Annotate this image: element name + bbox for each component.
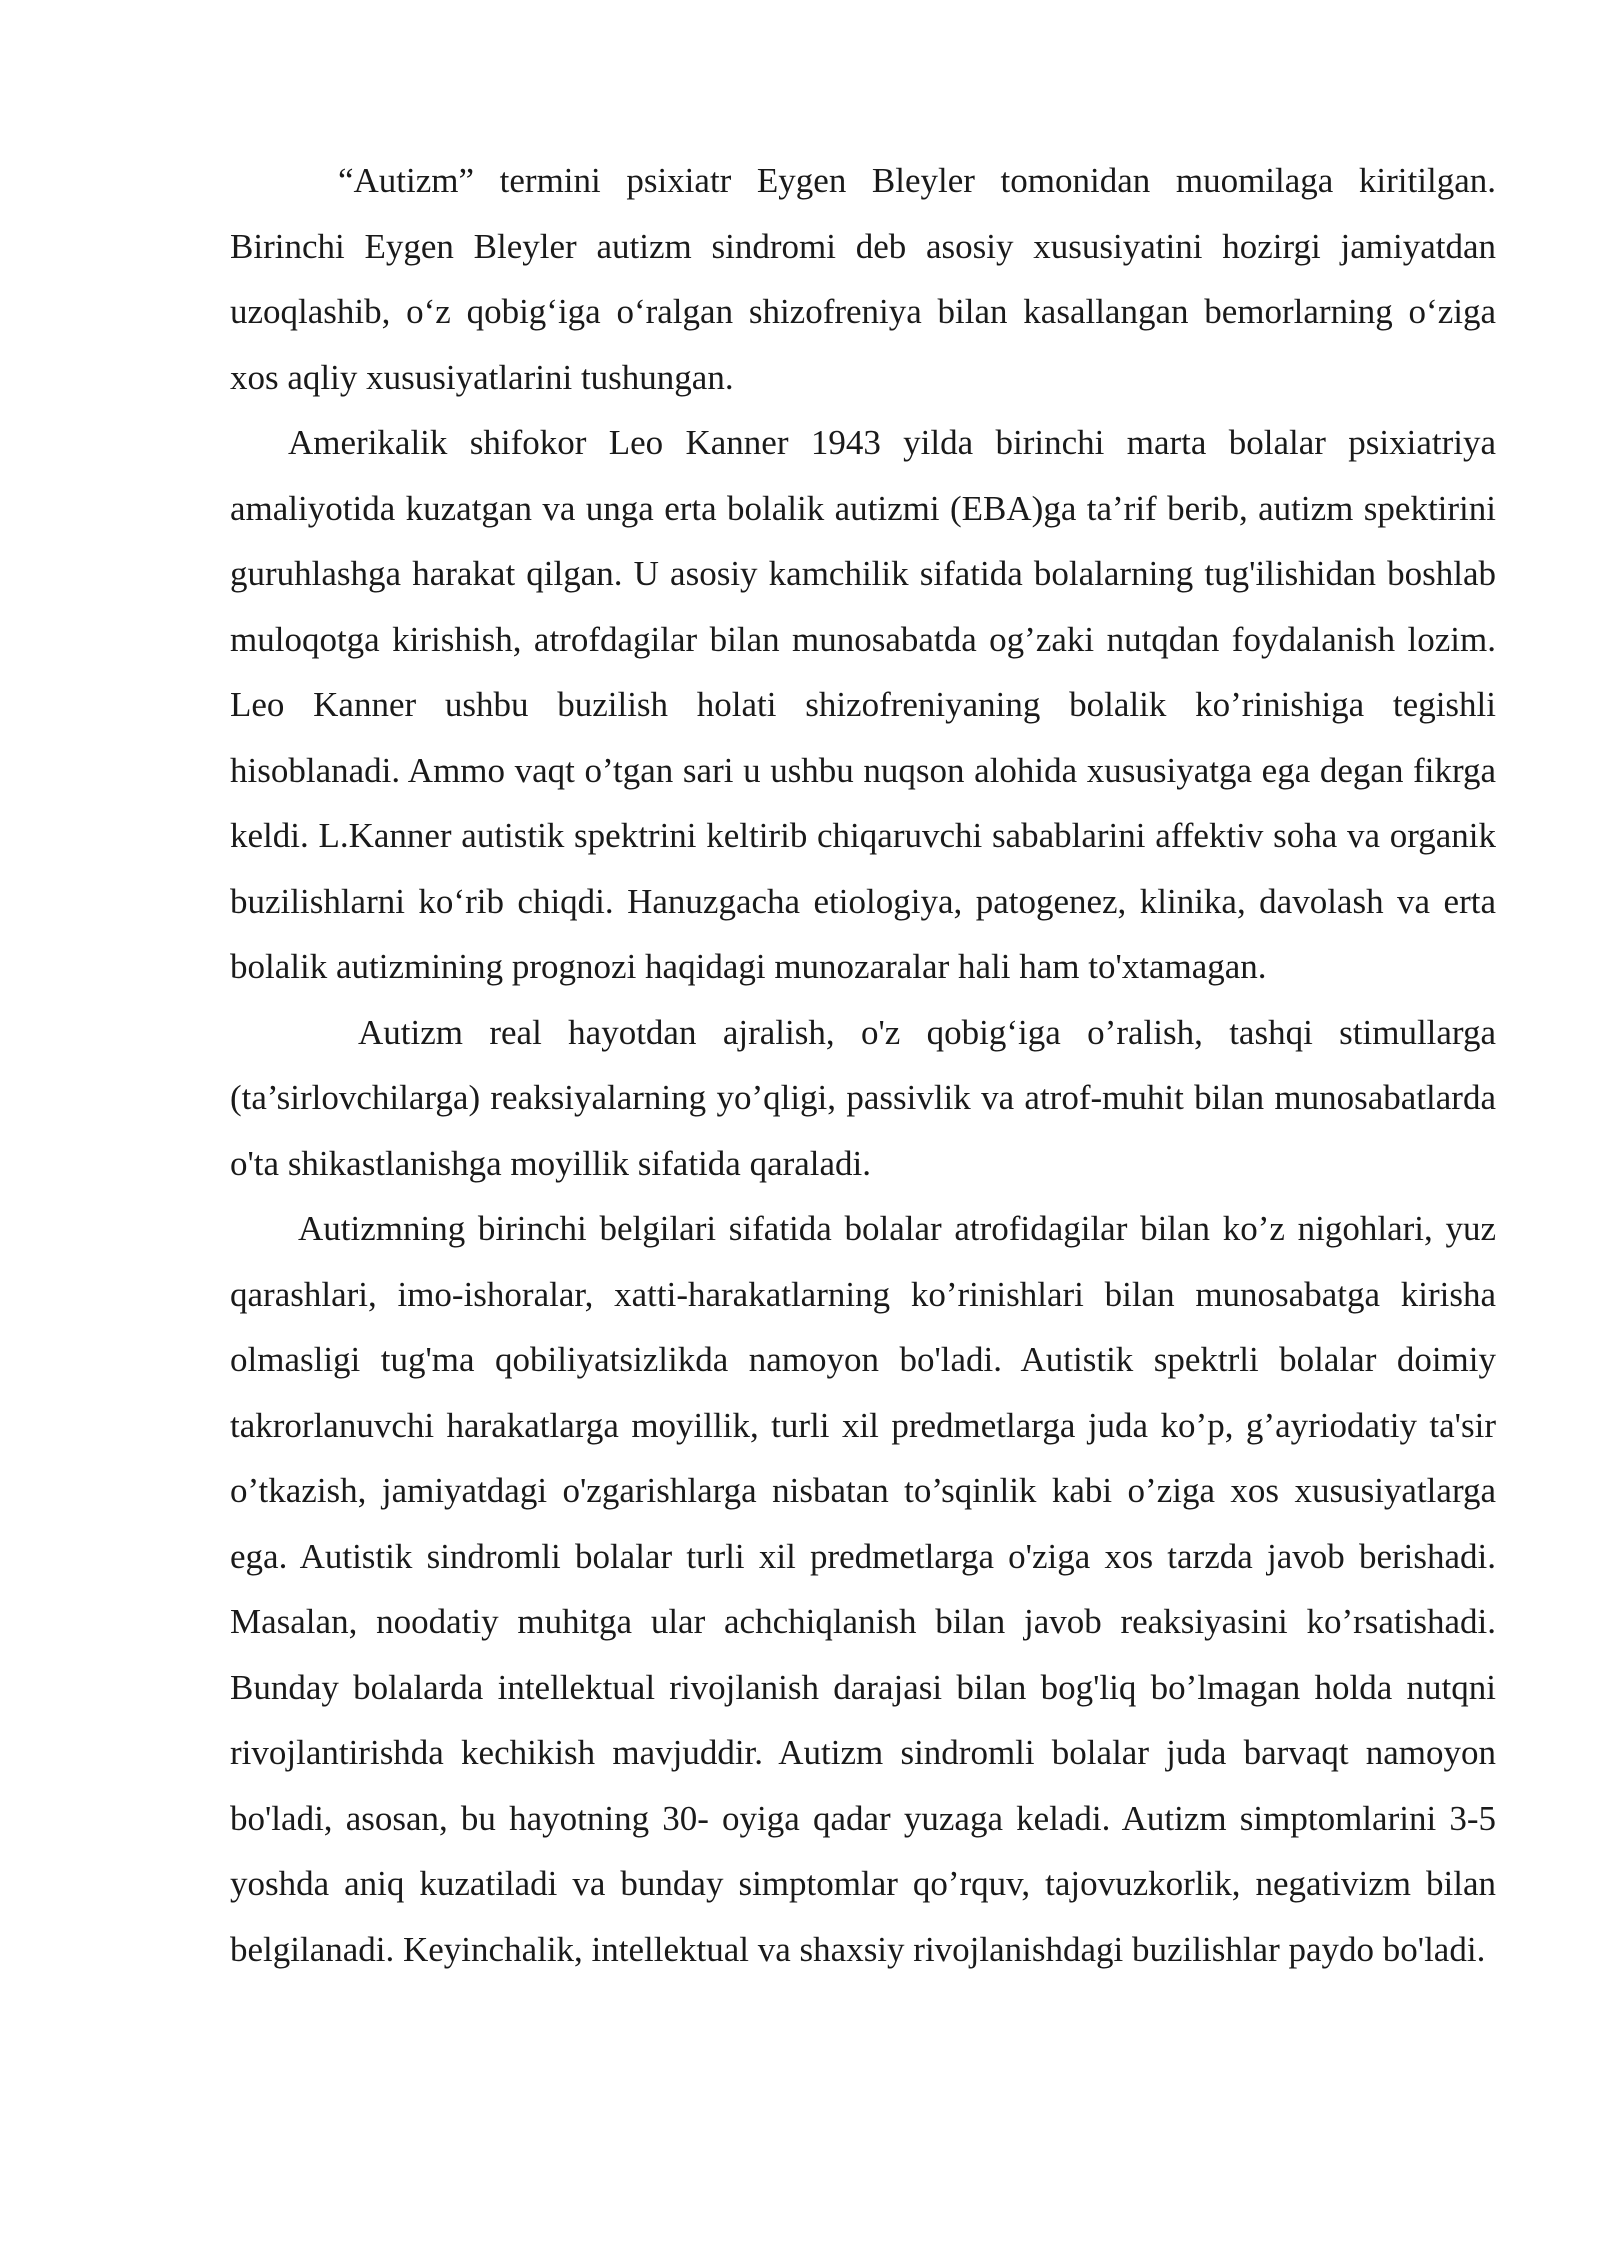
paragraph-leo-kanner: Amerikalik shifokor Leo Kanner 1943 yilda birinchi marta bolalar psixiatriya amaliyotida kuzatgan va unga erta bolalik autizmi (EBA)ga ta’rif berib, autizm spektirini guruhlashga harakat qilgan. U asosiy kamchilik sifatida bolalarning tug'ilishidan boshlab muloqotga kirishish, atrofdagilar bilan munosabatda og’zaki nutqdan foydalanish lozim. Leo Kanner ushbu buzilish holati shizofreniyaning bolalik ko’rinishiga tegishli hisoblanadi. Ammo vaqt o’tgan sari u ushbu nuqson alohida xususiyatga ega degan fikrga keldi. L.Kanner autistik spektrini keltirib chiqaruvchi sabablarini affektiv soha va organik buzilishlarni ko‘rib chiqdi. Hanuzgacha etiologiya, patogenez, klinika, davolash va erta bolalik autizmining prognozi haqidagi munozaralar hali ham to'xtamagan. xyxy=(230,423,1496,986)
document-page xyxy=(230,148,1496,1982)
paragraph-autism-definition: Autizm real hayotdan ajralish, o'z qobig‘iga o’ralish, tashqi stimullarga (ta’sirlovchilarga) reaksiyalarning yo’qligi, passivlik va atrof-muhit bilan munosabatlarda o'ta shikastlanishga moyillik sifatida qaraladi. xyxy=(230,1012,1496,1183)
paragraph-first-signs: Autizmning birinchi belgilari sifatida bolalar atrofidagilar bilan ko’z nigohlari, yuz qarashlari, imo-ishoralar, xatti-harakatlarning ko’rinishlari bilan munosabatga kirisha olmasligi tug'ma qobiliyatsizlikda namoyon bo'ladi. Autistik spektrli bolalar doimiy takrorlanuvchi harakatlarga moyillik, turli xil predmetlarga juda ko’p, g’ayriodatiy ta'sir o’tkazish, jamiyatdagi o'zgarishlarga nisbatan to’sqinlik kabi o’ziga xos xususiyatlarga ega. Autistik sindromli bolalar turli xil predmetlarga o'ziga xos tarzda javob berishadi. Masalan, noodatiy muhitga ular achchiqlanish bilan javob reaksiyasini ko’rsatishadi. Bunday bolalarda intellektual rivojlanish darajasi bilan bog'liq bo’lmagan holda nutqni rivojlantirishda kechikish mavjuddir. Autizm sindromli bolalar juda barvaqt namoyon bo'ladi, asosan, bu hayotning 30- oyiga qadar yuzaga keladi. Autizm simptomlarini 3-5 yoshda aniq kuzatiladi va bunday simptomlar qo’rquv, tajovuzkorlik, negativizm bilan belgilanadi. Keyinchalik, intellektual va shaxsiy rivojlanishdagi buzilishlar paydo bo'ladi. xyxy=(230,1209,1496,1969)
paragraph-autism-term-origin: “Autizm” termini psixiatr Eygen Bleyler tomonidan muomilaga kiritilgan. Birinchi Eygen Bleyler autizm sindromi deb asosiy xususiyatini hozirgi jamiyatdan uzoqlashib, o‘z qobig‘iga o‘ralgan shizofreniya bilan kasallangan bemorlarning o‘ziga xos aqliy xususiyatlarini tushungan. xyxy=(230,161,1496,397)
